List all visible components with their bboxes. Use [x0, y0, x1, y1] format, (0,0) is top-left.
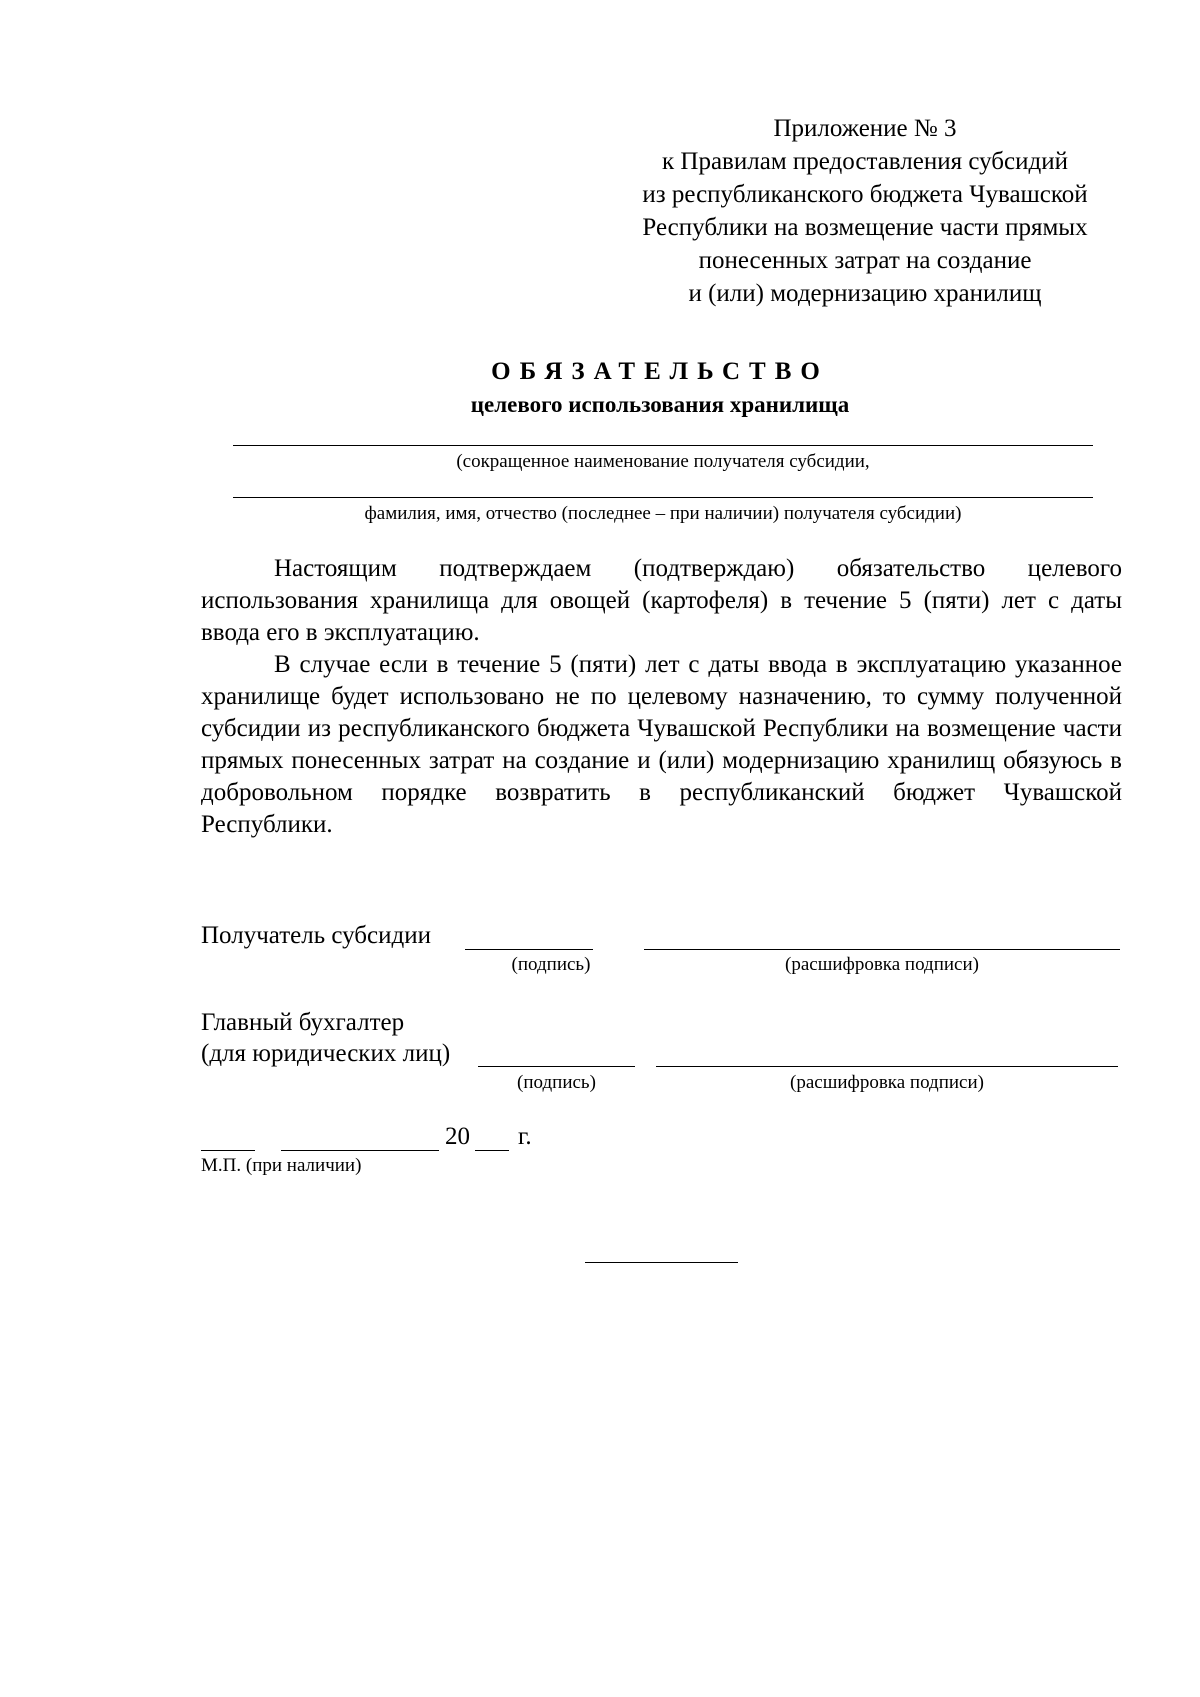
appendix-line: понесенных затрат на создание [698, 247, 1032, 274]
recipient-decoding-line [644, 949, 1120, 950]
accountant-signature-line [478, 1066, 635, 1067]
appendix-line: Приложение № 3 [773, 115, 957, 142]
accountant-label: Главный бухгалтер [201, 1009, 405, 1036]
stamp-caption: М.П. (при наличии) [201, 1155, 362, 1176]
date-day-line [201, 1150, 255, 1151]
accountant-decoding-caption: (расшифровка подписи) [790, 1072, 984, 1093]
recipient-name-line [233, 445, 1093, 446]
appendix-line: Республики на возмещение части прямых [642, 214, 1088, 241]
recipient-caption-full-name: фамилия, имя, отчество (последнее – при наличии) получателя субсидии) [364, 503, 962, 524]
recipient-caption-short-name: (сокращенное наименование получателя субсидии, [456, 451, 870, 472]
recipient-name-line-2 [233, 497, 1093, 498]
body-text [201, 553, 1122, 841]
appendix-line: и (или) модернизацию хранилищ [688, 280, 1042, 307]
appendix-header [605, 112, 1125, 310]
body-paragraph-1: Настоящим подтверждаем (подтверждаю) обязательство целевого использования хранилища для овощей (картофеля) в течение 5 (пяти) лет с даты ввода его в эксплуатацию. [201, 555, 1122, 646]
document-title: ОБЯЗАТЕЛЬСТВО [491, 358, 829, 385]
recipient-decoding-caption: (расшифровка подписи) [785, 954, 979, 975]
appendix-line: к Правилам предоставления субсидий [662, 148, 1068, 175]
recipient-label: Получатель субсидии [201, 922, 431, 949]
end-separator [585, 1262, 738, 1263]
date-year-line [475, 1150, 509, 1151]
date-month-line [281, 1150, 439, 1151]
accountant-signature-caption: (подпись) [517, 1072, 596, 1093]
accountant-decoding-line [656, 1066, 1118, 1067]
date-year-prefix: 20 [445, 1123, 470, 1150]
body-paragraph-2: В случае если в течение 5 (пяти) лет с даты ввода в эксплуатацию указанное хранилище будет использовано не по целевому назначению, то сумму полученной субсидии из республиканского бюджета Чувашской Республики на возмещение части прямых понесенных затрат на создание и (или) модернизацию хранилищ обязуюсь в добровольном порядке возвратить в республиканский бюджет Чувашской Республики. [201, 651, 1122, 838]
recipient-signature-caption: (подпись) [511, 954, 591, 975]
appendix-line: из республиканского бюджета Чувашской [642, 181, 1088, 208]
recipient-signature-line [465, 949, 593, 950]
accountant-label-note: (для юридических лиц) [201, 1040, 451, 1067]
date-year-suffix: г. [518, 1123, 532, 1150]
document-subtitle: целевого использования хранилища [470, 392, 850, 417]
